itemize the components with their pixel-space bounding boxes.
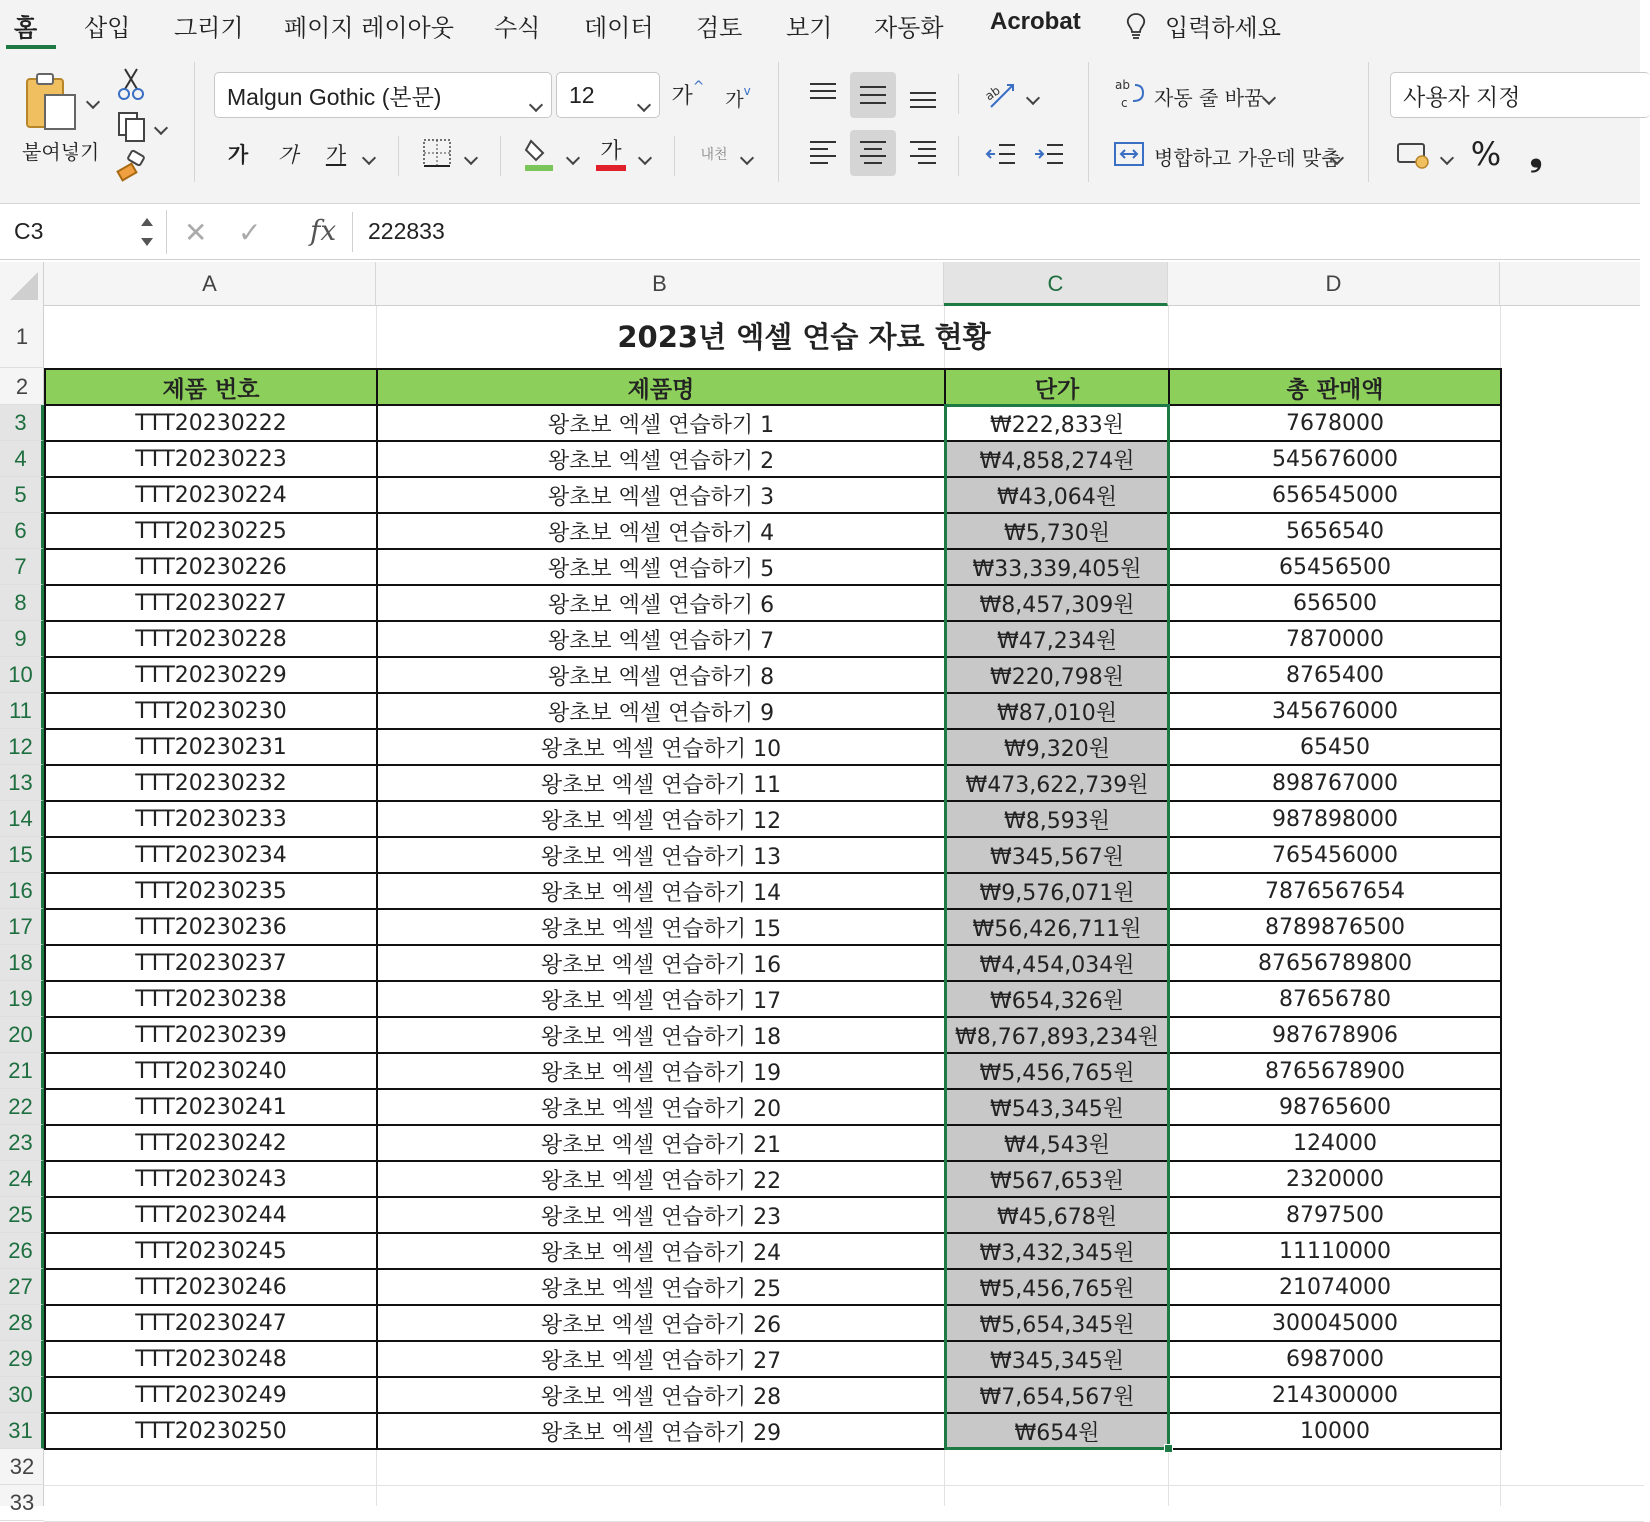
cell-product-id[interactable]: TTT20230230 [45, 693, 377, 729]
row-header[interactable]: 28 [0, 1305, 44, 1341]
cell-product-id[interactable]: TTT20230239 [45, 1017, 377, 1053]
cell-total-sales[interactable]: 65450 [1169, 729, 1501, 765]
cell-product-name[interactable]: 왕초보 엑셀 연습하기 12 [377, 801, 945, 837]
row-header[interactable]: 17 [0, 909, 44, 945]
cell-product-id[interactable]: TTT20230232 [45, 765, 377, 801]
cell-product-id[interactable]: TTT20230244 [45, 1197, 377, 1233]
merge-center-icon[interactable] [1112, 138, 1146, 170]
tab-data[interactable]: 데이터 [584, 14, 654, 42]
cell-total-sales[interactable]: 65456500 [1169, 549, 1501, 585]
cell-product-name[interactable]: 왕초보 엑셀 연습하기 20 [377, 1089, 945, 1125]
cell-total-sales[interactable]: 300045000 [1169, 1305, 1501, 1341]
font-color-glyph: 가 [600, 138, 622, 164]
cell-product-id[interactable]: TTT20230250 [45, 1413, 377, 1449]
active-tab-indicator [6, 45, 56, 49]
font-name-value: Malgun Gothic (본문) [227, 83, 442, 110]
cell-unit-price[interactable]: ₩4,454,034원 [945, 945, 1169, 981]
cell-product-id[interactable]: TTT20230236 [45, 909, 377, 945]
text-orientation-icon[interactable] [978, 74, 1020, 114]
row-header[interactable]: 27 [0, 1269, 44, 1305]
row-header[interactable]: 4 [0, 441, 44, 477]
tab-review[interactable]: 검토 [696, 14, 743, 42]
row-header[interactable]: 15 [0, 837, 44, 873]
header-unit-price[interactable]: 단가 [945, 369, 1169, 405]
table-row [45, 945, 1501, 981]
cell-unit-price[interactable]: ₩654,326원 [945, 981, 1169, 1017]
cell-unit-price[interactable]: ₩5,456,765원 [945, 1269, 1169, 1305]
cell-total-sales[interactable]: 7870000 [1169, 621, 1501, 657]
table-row [45, 1233, 1501, 1269]
cell-unit-price[interactable]: ₩43,064원 [945, 477, 1169, 513]
cell-product-id[interactable]: TTT20230248 [45, 1341, 377, 1377]
align-center-icon[interactable] [850, 130, 896, 176]
grow-font-glyph: 가 [671, 83, 693, 109]
column-header-d[interactable]: D [1168, 262, 1500, 306]
cell-unit-price[interactable]: ₩5,654,345원 [945, 1305, 1169, 1341]
ribbon [0, 52, 1640, 204]
cell-product-name[interactable]: 왕초보 엑셀 연습하기 16 [377, 945, 945, 981]
svg-text:ab: ab [1115, 78, 1130, 92]
font-color-swatch [596, 165, 626, 171]
column-header-a[interactable]: A [44, 262, 376, 306]
borders-icon[interactable] [420, 136, 454, 170]
paste-label: 붙여넣기 [22, 140, 100, 164]
cell-total-sales[interactable]: 2320000 [1169, 1161, 1501, 1197]
format-painter-icon[interactable] [114, 150, 148, 184]
cell-unit-price[interactable]: ₩473,622,739원 [945, 765, 1169, 801]
cell-product-name[interactable]: 왕초보 엑셀 연습하기 26 [377, 1305, 945, 1341]
cell-unit-price[interactable]: ₩8,457,309원 [945, 585, 1169, 621]
cell-product-id[interactable]: TTT20230243 [45, 1161, 377, 1197]
ribbon-tabs [0, 0, 1640, 52]
row-header[interactable]: 11 [0, 693, 44, 729]
cell-unit-price[interactable]: ₩543,345원 [945, 1089, 1169, 1125]
cell-product-id[interactable]: TTT20230229 [45, 657, 377, 693]
cell-product-id[interactable]: TTT20230242 [45, 1125, 377, 1161]
data-table [44, 368, 1502, 1450]
tab-view[interactable]: 보기 [786, 14, 833, 42]
cell-total-sales[interactable]: 8797500 [1169, 1197, 1501, 1233]
cell-product-name[interactable]: 왕초보 엑셀 연습하기 19 [377, 1053, 945, 1089]
cell-product-id[interactable]: TTT20230227 [45, 585, 377, 621]
row-header[interactable]: 2 [0, 369, 44, 405]
cell-product-name[interactable]: 왕초보 엑셀 연습하기 25 [377, 1269, 945, 1305]
paste-options-chevron-icon[interactable] [88, 92, 98, 111]
cell-product-name[interactable]: 왕초보 엑셀 연습하기 28 [377, 1377, 945, 1413]
cell-product-id[interactable]: TTT20230249 [45, 1377, 377, 1413]
row-header[interactable]: 29 [0, 1341, 44, 1377]
table-row [45, 549, 1501, 585]
row-header[interactable]: 3 [0, 405, 44, 441]
tab-insert[interactable]: 삽입 [84, 14, 131, 42]
fill-color-chevron-icon[interactable] [568, 148, 578, 167]
table-row [45, 585, 1501, 621]
header-product-name[interactable]: 제품명 [377, 369, 945, 405]
copy-icon[interactable] [114, 110, 148, 144]
table-row [45, 1125, 1501, 1161]
cut-icon[interactable] [116, 66, 146, 102]
cell-unit-price[interactable]: ₩220,798원 [945, 657, 1169, 693]
percent-style-button[interactable]: % [1470, 135, 1502, 173]
table-row [45, 1341, 1501, 1377]
header-row [45, 369, 1501, 405]
cell-product-name[interactable]: 왕초보 엑셀 연습하기 4 [377, 513, 945, 549]
ribbon-separator [398, 136, 399, 176]
row-header[interactable]: 25 [0, 1197, 44, 1233]
table-row [45, 729, 1501, 765]
cell-unit-price[interactable]: ₩654원 [945, 1413, 1169, 1449]
cell-unit-price[interactable]: ₩4,543원 [945, 1125, 1169, 1161]
cell-product-id[interactable]: TTT20230235 [45, 873, 377, 909]
row-header[interactable]: 20 [0, 1017, 44, 1053]
accounting-format-icon[interactable] [1394, 138, 1434, 172]
tab-formulas[interactable]: 수식 [494, 14, 541, 42]
underline-button[interactable]: 가 [325, 143, 347, 167]
cell-total-sales[interactable]: 345676000 [1169, 693, 1501, 729]
cell-product-name[interactable]: 왕초보 엑셀 연습하기 23 [377, 1197, 945, 1233]
borders-chevron-icon[interactable] [466, 148, 476, 167]
cell-product-name[interactable]: 왕초보 엑셀 연습하기 11 [377, 765, 945, 801]
table-row [45, 837, 1501, 873]
cell-total-sales[interactable]: 8765678900 [1169, 1053, 1501, 1089]
table-row [45, 1305, 1501, 1341]
wrap-text-label[interactable]: 자동 줄 바꿈 [1154, 86, 1264, 110]
tab-automate[interactable]: 자동화 [874, 14, 944, 42]
comma-style-button[interactable]: ❟ [1529, 134, 1543, 173]
cell-product-name[interactable]: 왕초보 엑셀 연습하기 14 [377, 873, 945, 909]
lightbulb-icon [1125, 12, 1147, 40]
cell-product-id[interactable]: TTT20230245 [45, 1233, 377, 1269]
cell-total-sales[interactable]: 11110000 [1169, 1233, 1501, 1269]
chevron-down-icon [639, 89, 649, 116]
row-header[interactable]: 7 [0, 549, 44, 585]
tab-page-layout[interactable]: 페이지 레이아웃 [284, 14, 454, 42]
table-row [45, 513, 1501, 549]
cell-product-name[interactable]: 왕초보 엑셀 연습하기 18 [377, 1017, 945, 1053]
column-headers [0, 262, 1640, 306]
table-row [45, 657, 1501, 693]
cell-total-sales[interactable]: 8789876500 [1169, 909, 1501, 945]
table-row [45, 1089, 1501, 1125]
tab-acrobat[interactable]: Acrobat [990, 8, 1081, 35]
row-header[interactable]: 24 [0, 1161, 44, 1197]
cell-product-id[interactable]: TTT20230247 [45, 1305, 377, 1341]
row-header[interactable]: 26 [0, 1233, 44, 1269]
tab-home[interactable]: 홈 [14, 14, 38, 42]
cell-product-name[interactable]: 왕초보 엑셀 연습하기 7 [377, 621, 945, 657]
row-header[interactable]: 12 [0, 729, 44, 765]
table-row [45, 1197, 1501, 1233]
cell-unit-price[interactable]: ₩7,654,567원 [945, 1377, 1169, 1413]
cell-product-id[interactable]: TTT20230240 [45, 1053, 377, 1089]
cell-total-sales[interactable]: 7876567654 [1169, 873, 1501, 909]
cell-total-sales[interactable]: 987898000 [1169, 801, 1501, 837]
cell-product-id[interactable]: TTT20230225 [45, 513, 377, 549]
cell-product-id[interactable]: TTT20230226 [45, 549, 377, 585]
cell-total-sales[interactable]: 214300000 [1169, 1377, 1501, 1413]
enter-check-icon[interactable]: ✓ [238, 216, 262, 249]
font-name-dropdown[interactable] [214, 72, 552, 118]
merge-center-chevron-icon[interactable] [1332, 148, 1342, 167]
cell-unit-price[interactable]: ₩345,345원 [945, 1341, 1169, 1377]
table-row [45, 693, 1501, 729]
cell-unit-price[interactable]: ₩47,234원 [945, 621, 1169, 657]
table-row [45, 1053, 1501, 1089]
row-header[interactable]: 9 [0, 621, 44, 657]
ribbon-separator [958, 136, 959, 176]
cell-product-id[interactable]: TTT20230224 [45, 477, 377, 513]
cell-product-name[interactable]: 왕초보 엑셀 연습하기 10 [377, 729, 945, 765]
align-top-icon[interactable] [802, 72, 844, 114]
phonetic-chevron-icon[interactable] [742, 148, 752, 167]
row-header[interactable]: 13 [0, 765, 44, 801]
row-header[interactable]: 32 [0, 1449, 44, 1485]
row-header[interactable]: 6 [0, 513, 44, 549]
column-header-c[interactable]: C [944, 262, 1168, 306]
underline-chevron-icon[interactable] [364, 148, 374, 167]
table-row [45, 441, 1501, 477]
cell-product-name[interactable]: 왕초보 엑셀 연습하기 15 [377, 909, 945, 945]
ribbon-separator [958, 74, 959, 114]
number-format-dropdown[interactable] [1390, 72, 1650, 118]
row-header[interactable]: 22 [0, 1089, 44, 1125]
svg-text:ab: ab [982, 83, 1003, 104]
cell-product-id[interactable]: TTT20230231 [45, 729, 377, 765]
cell-product-id[interactable]: TTT20230238 [45, 981, 377, 1017]
ribbon-separator [674, 136, 675, 176]
paste-button[interactable] [22, 70, 82, 134]
header-total-sales[interactable]: 총 판매액 [1169, 369, 1501, 405]
formula-bar [0, 204, 1640, 260]
cell-unit-price[interactable]: ₩9,320원 [945, 729, 1169, 765]
copy-options-chevron-icon[interactable] [156, 118, 166, 137]
cell-total-sales[interactable]: 765456000 [1169, 837, 1501, 873]
row-header[interactable]: 16 [0, 873, 44, 909]
text-orientation-chevron-icon[interactable] [1028, 88, 1038, 107]
cell-product-id[interactable]: TTT20230228 [45, 621, 377, 657]
header-product-id[interactable]: 제품 번호 [45, 369, 377, 405]
row-header[interactable]: 21 [0, 1053, 44, 1089]
cell-total-sales[interactable]: 898767000 [1169, 765, 1501, 801]
formula-bar-separator [166, 210, 167, 254]
cell-product-name[interactable]: 왕초보 엑셀 연습하기 24 [377, 1233, 945, 1269]
align-left-icon[interactable] [802, 132, 844, 174]
table-row [45, 1017, 1501, 1053]
name-box[interactable]: C3 [14, 218, 44, 244]
ribbon-separator [500, 136, 501, 176]
table-row [45, 981, 1501, 1017]
cell-unit-price[interactable]: ₩567,653원 [945, 1161, 1169, 1197]
row-header[interactable]: 1 [0, 306, 44, 368]
table-row [45, 1413, 1501, 1449]
cell-total-sales[interactable]: 5656540 [1169, 513, 1501, 549]
align-middle-icon[interactable] [850, 72, 896, 118]
cell-unit-price[interactable]: ₩9,576,071원 [945, 873, 1169, 909]
font-color-button[interactable] [594, 132, 628, 172]
cell-unit-price[interactable]: ₩56,426,711원 [945, 909, 1169, 945]
row-header[interactable]: 18 [0, 945, 44, 981]
cell-total-sales[interactable]: 87656789800 [1169, 945, 1501, 981]
wrap-text-icon[interactable] [1112, 76, 1146, 112]
ribbon-separator [1088, 62, 1089, 182]
cell-total-sales[interactable]: 987678906 [1169, 1017, 1501, 1053]
cell-total-sales[interactable]: 7678000 [1169, 405, 1501, 441]
decrease-indent-icon[interactable] [982, 136, 1020, 172]
cell-unit-price[interactable]: ₩87,010원 [945, 693, 1169, 729]
row-header[interactable]: 19 [0, 981, 44, 1017]
name-box-spinner-icon[interactable] [138, 214, 156, 250]
row-header[interactable]: 5 [0, 477, 44, 513]
column-header-b[interactable]: B [376, 262, 944, 306]
font-size-dropdown[interactable] [556, 72, 660, 118]
grow-font-button[interactable]: 가 ^ [671, 79, 705, 109]
cell-product-name[interactable]: 왕초보 엑셀 연습하기 17 [377, 981, 945, 1017]
increase-indent-icon[interactable] [1030, 136, 1068, 172]
select-all-corner[interactable] [0, 262, 44, 306]
cell-total-sales[interactable]: 98765600 [1169, 1089, 1501, 1125]
font-size-value: 12 [569, 81, 595, 108]
table-row [45, 1161, 1501, 1197]
row-header[interactable]: 31 [0, 1413, 44, 1449]
cell-unit-price[interactable]: ₩8,767,893,234원 [945, 1017, 1169, 1053]
cell-product-name[interactable]: 왕초보 엑셀 연습하기 9 [377, 693, 945, 729]
ribbon-separator [778, 62, 779, 182]
align-bottom-icon[interactable] [902, 76, 944, 118]
cell-total-sales[interactable]: 124000 [1169, 1125, 1501, 1161]
cell-total-sales[interactable]: 6987000 [1169, 1341, 1501, 1377]
table-row [45, 621, 1501, 657]
cell-total-sales[interactable]: 656545000 [1169, 477, 1501, 513]
cell-product-name[interactable]: 왕초보 엑셀 연습하기 5 [377, 549, 945, 585]
fill-handle[interactable] [1164, 1444, 1173, 1453]
cell-product-name[interactable]: 왕초보 엑셀 연습하기 21 [377, 1125, 945, 1161]
formula-input[interactable]: 222833 [368, 218, 445, 244]
ribbon-separator [1368, 62, 1369, 182]
bold-button[interactable]: 가 [227, 143, 249, 167]
row-header[interactable]: 23 [0, 1125, 44, 1161]
row-header[interactable]: 14 [0, 801, 44, 837]
number-format-value: 사용자 지정 [1403, 83, 1521, 110]
cell-product-id[interactable]: TTT20230241 [45, 1089, 377, 1125]
cell-unit-price[interactable]: ₩8,593원 [945, 801, 1169, 837]
tell-me-search[interactable]: 입력하세요 [1165, 14, 1281, 42]
table-row [45, 873, 1501, 909]
table-row [45, 477, 1501, 513]
fill-color-icon[interactable] [522, 134, 556, 172]
cell-unit-price[interactable]: ₩45,678원 [945, 1197, 1169, 1233]
cell-total-sales[interactable]: 656500 [1169, 585, 1501, 621]
ribbon-separator [194, 62, 195, 182]
shrink-font-glyph: 가 [725, 88, 744, 111]
cell-product-name[interactable]: 왕초보 엑셀 연습하기 6 [377, 585, 945, 621]
row-header[interactable]: 10 [0, 657, 44, 693]
table-row [45, 1269, 1501, 1305]
cell-total-sales[interactable]: 87656780 [1169, 981, 1501, 1017]
shrink-font-button[interactable]: 가 v [725, 84, 751, 111]
phonetic-glyph: 내천 [700, 147, 728, 163]
table-row [45, 1377, 1501, 1413]
chevron-down-icon [531, 89, 541, 116]
phonetic-guide-button[interactable] [694, 136, 734, 172]
cell-product-name[interactable]: 왕초보 엑셀 연습하기 1 [377, 405, 945, 441]
cell-total-sales[interactable]: 545676000 [1169, 441, 1501, 477]
table-row [45, 801, 1501, 837]
row-header[interactable]: 33 [0, 1485, 44, 1521]
cell-product-id[interactable]: TTT20230233 [45, 801, 377, 837]
paste-icon [23, 71, 81, 133]
cell-unit-price[interactable]: ₩33,339,405원 [945, 549, 1169, 585]
svg-text:c: c [1121, 96, 1128, 110]
accounting-chevron-icon[interactable] [1442, 148, 1452, 167]
sheet-title[interactable]: 2023년 엑셀 연습 자료 현황 [617, 320, 991, 354]
cell-unit-price[interactable]: ₩222,833원 [945, 405, 1169, 441]
cell-unit-price[interactable]: ₩345,567원 [945, 837, 1169, 873]
cell-product-id[interactable]: TTT20230222 [45, 405, 377, 441]
cell-product-name[interactable]: 왕초보 엑셀 연습하기 13 [377, 837, 945, 873]
row-header[interactable]: 30 [0, 1377, 44, 1413]
cancel-icon[interactable]: ✕ [184, 216, 208, 249]
align-right-icon[interactable] [902, 132, 944, 174]
cell-unit-price[interactable]: ₩5,730원 [945, 513, 1169, 549]
formula-bar-separator [352, 212, 353, 252]
font-color-chevron-icon[interactable] [640, 148, 650, 167]
merge-center-label[interactable]: 병합하고 가운데 맞춤 [1154, 146, 1341, 170]
cell-product-name[interactable]: 왕초보 엑셀 연습하기 2 [377, 441, 945, 477]
column-header-e[interactable] [1500, 262, 1640, 306]
cell-unit-price[interactable]: ₩5,456,765원 [945, 1053, 1169, 1089]
cell-product-id[interactable]: TTT20230234 [45, 837, 377, 873]
cell-product-name[interactable]: 왕초보 엑셀 연습하기 22 [377, 1161, 945, 1197]
cell-total-sales[interactable]: 21074000 [1169, 1269, 1501, 1305]
cell-total-sales[interactable]: 8765400 [1169, 657, 1501, 693]
table-row [45, 909, 1501, 945]
tab-draw[interactable]: 그리기 [174, 14, 244, 42]
worksheet-grid[interactable] [0, 262, 1640, 1515]
table-row [45, 765, 1501, 801]
cell-unit-price[interactable]: ₩4,858,274원 [945, 441, 1169, 477]
cell-total-sales[interactable]: 10000 [1169, 1413, 1501, 1449]
cell-product-name[interactable]: 왕초보 엑셀 연습하기 3 [377, 477, 945, 513]
row-header[interactable]: 8 [0, 585, 44, 621]
cell-product-id[interactable]: TTT20230237 [45, 945, 377, 981]
row-headers [0, 306, 44, 1515]
cell-product-id[interactable]: TTT20230223 [45, 441, 377, 477]
cell-product-name[interactable]: 왕초보 엑셀 연습하기 29 [377, 1413, 945, 1449]
wrap-text-chevron-icon[interactable] [1264, 88, 1274, 107]
table-row [45, 405, 1501, 441]
cell-product-name[interactable]: 왕초보 엑셀 연습하기 27 [377, 1341, 945, 1377]
insert-function-icon[interactable]: fx [310, 214, 337, 247]
cell-product-id[interactable]: TTT20230246 [45, 1269, 377, 1305]
cell-product-name[interactable]: 왕초보 엑셀 연습하기 8 [377, 657, 945, 693]
cell-unit-price[interactable]: ₩3,432,345원 [945, 1233, 1169, 1269]
italic-button[interactable]: 가 [277, 143, 299, 167]
